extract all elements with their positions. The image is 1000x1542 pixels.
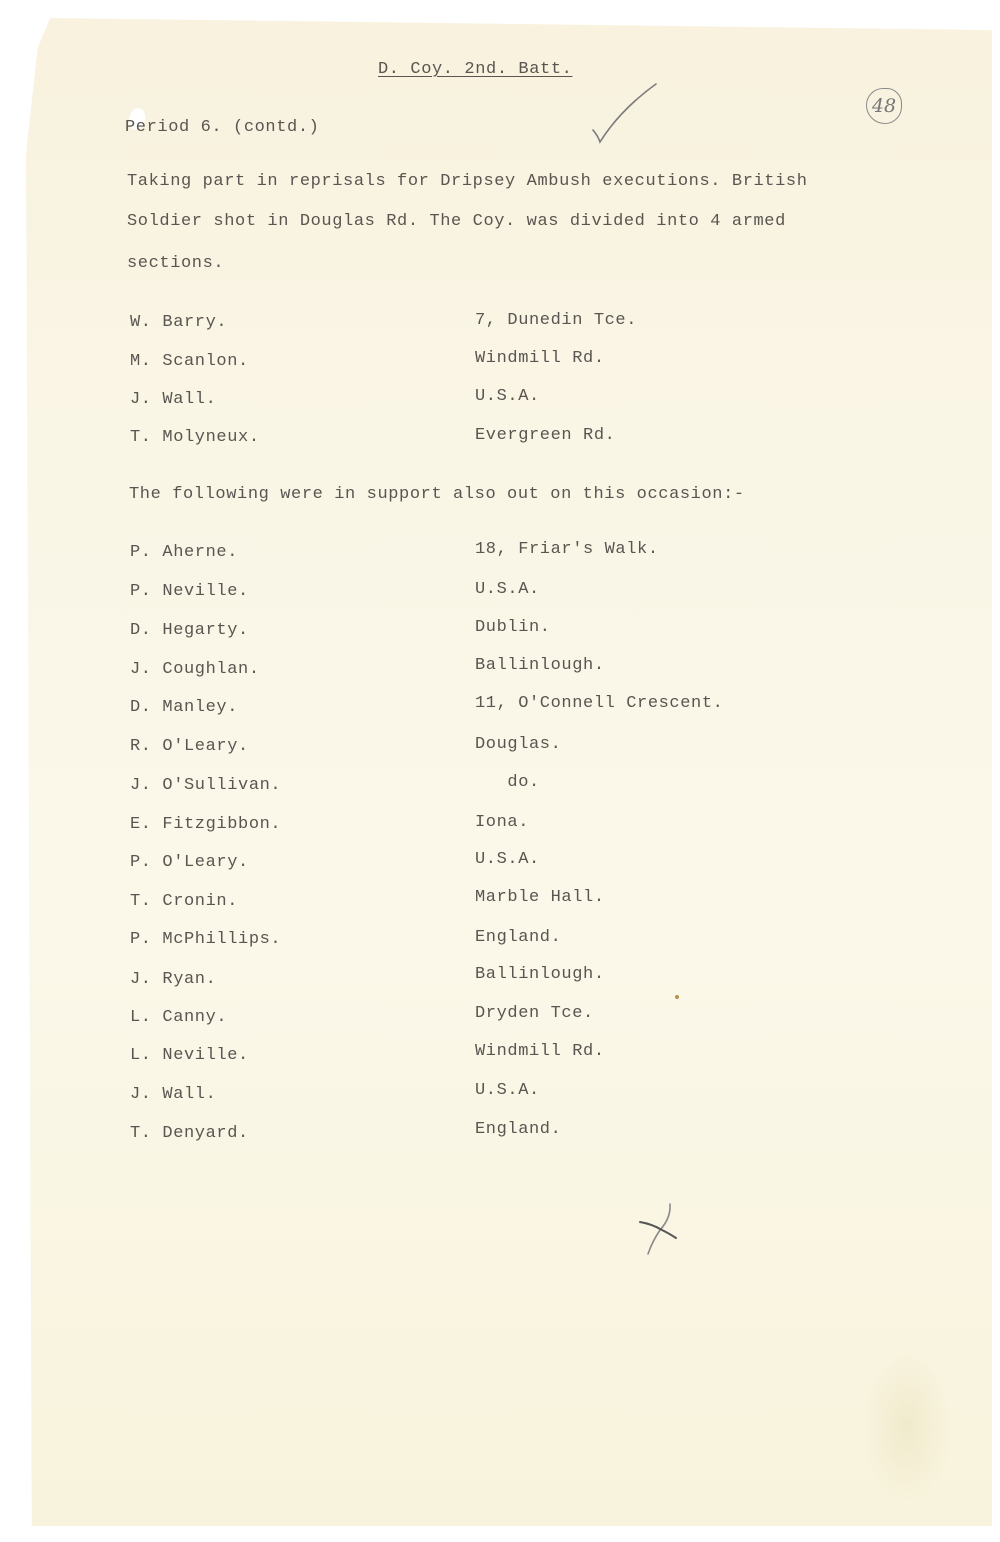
member-address: Douglas. bbox=[475, 735, 562, 754]
member-name: T. Molyneux. bbox=[130, 428, 260, 447]
member-address: 18, Friar's Walk. bbox=[475, 540, 659, 559]
member-address: Dryden Tce. bbox=[475, 1004, 594, 1023]
support-intro: The following were in support also out on this occasion:- bbox=[129, 485, 745, 504]
member-name: T. Denyard. bbox=[130, 1124, 249, 1143]
member-name: P. McPhillips. bbox=[130, 930, 282, 949]
member-address: Ballinlough. bbox=[475, 965, 605, 984]
member-name: J. Wall. bbox=[130, 1085, 217, 1104]
paragraph-line: Taking part in reprisals for Dripsey Ambush executions. British bbox=[127, 172, 808, 191]
member-address: Windmill Rd. bbox=[475, 349, 605, 368]
member-name: T. Cronin. bbox=[130, 892, 239, 911]
document-page bbox=[26, 18, 992, 1526]
member-address: Evergreen Rd. bbox=[475, 426, 616, 445]
member-name: M. Scanlon. bbox=[130, 352, 249, 371]
ink-speck bbox=[675, 995, 679, 999]
member-name: L. Neville. bbox=[130, 1046, 249, 1065]
member-address: 7, Dunedin Tce. bbox=[475, 311, 638, 330]
member-name: P. O'Leary. bbox=[130, 853, 249, 872]
member-address: Windmill Rd. bbox=[475, 1042, 605, 1061]
member-name: E. Fitzgibbon. bbox=[130, 815, 282, 834]
member-name: P. Aherne. bbox=[130, 543, 239, 562]
member-address: U.S.A. bbox=[475, 580, 540, 599]
member-address: Ballinlough. bbox=[475, 656, 605, 675]
member-address: Marble Hall. bbox=[475, 888, 605, 907]
member-address: Iona. bbox=[475, 813, 530, 832]
member-address: England. bbox=[475, 928, 562, 947]
paragraph-line: sections. bbox=[127, 254, 225, 273]
member-address: U.S.A. bbox=[475, 850, 540, 869]
member-address: U.S.A. bbox=[475, 1081, 540, 1100]
member-address: England. bbox=[475, 1120, 562, 1139]
member-address: Dublin. bbox=[475, 618, 551, 637]
period-label: Period 6. (contd.) bbox=[125, 118, 320, 137]
member-name: P. Neville. bbox=[130, 582, 249, 601]
member-name: L. Canny. bbox=[130, 1008, 228, 1027]
member-address: do. bbox=[475, 773, 540, 792]
member-name: J. Coughlan. bbox=[130, 660, 260, 679]
member-address: 11, O'Connell Crescent. bbox=[475, 694, 724, 713]
member-name: J. Wall. bbox=[130, 390, 217, 409]
document-heading: D. Coy. 2nd. Batt. bbox=[378, 60, 573, 79]
page-number: 48 bbox=[866, 88, 902, 124]
member-name: R. O'Leary. bbox=[130, 737, 249, 756]
member-address: U.S.A. bbox=[475, 387, 540, 406]
member-name: W. Barry. bbox=[130, 313, 228, 332]
member-name: J. Ryan. bbox=[130, 970, 217, 989]
cross-mark-icon bbox=[638, 1200, 688, 1260]
member-name: J. O'Sullivan. bbox=[130, 776, 282, 795]
paragraph-line: Soldier shot in Douglas Rd. The Coy. was divided into 4 armed bbox=[127, 212, 786, 231]
check-mark-icon bbox=[590, 80, 660, 150]
member-name: D. Manley. bbox=[130, 698, 239, 717]
member-name: D. Hegarty. bbox=[130, 621, 249, 640]
